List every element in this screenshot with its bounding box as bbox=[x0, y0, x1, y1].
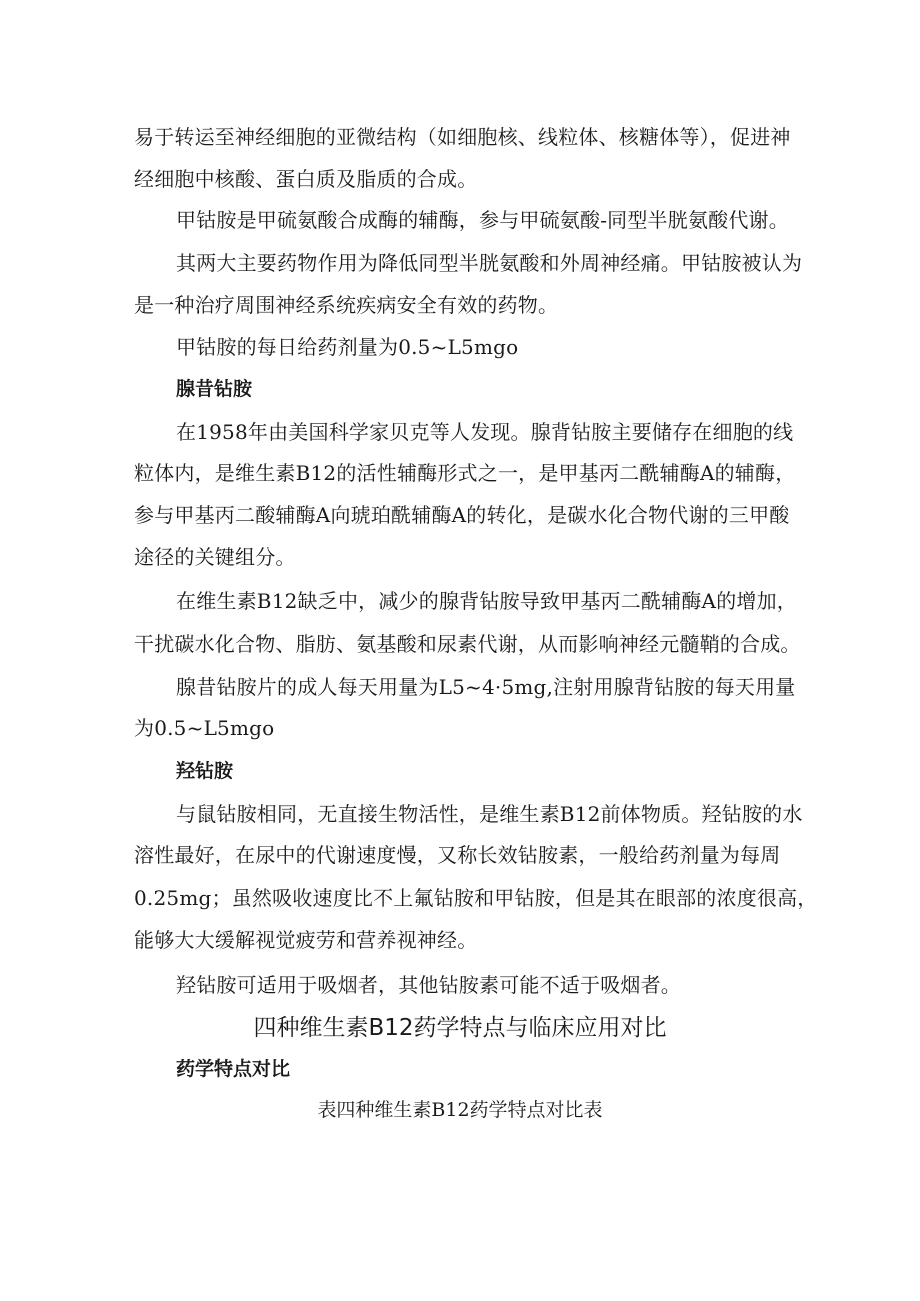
paragraph-7-line-2: 为0.5~L5mgo bbox=[134, 716, 275, 740]
section-title: 四种维生素B12药学特点与临床应用对比 bbox=[253, 1015, 667, 1041]
paragraph-6-line-2: 干扰碳水化合物、脂肪、氨基酸和尿素代谢，从而影响神经元髓鞘的合成。 bbox=[134, 632, 801, 656]
paragraph-5-line-4: 途径的关键组分。 bbox=[134, 545, 296, 569]
heading-hydroxocobalamin: 羟钻胺 bbox=[176, 760, 234, 782]
paragraph-3-line-1: 其两大主要药物作用为降低同型半胱氨酸和外周神经痛。甲钴胺被认为 bbox=[176, 251, 803, 275]
paragraph-5-line-1: 在1958年由美国科学家贝克等人发现。腺背钻胺主要储存在细胞的线 bbox=[176, 420, 794, 444]
paragraph-7-line-1: 腺昔钻胺片的成人每天用量为L5~4·5mg,注射用腺背钻胺的每天用量 bbox=[176, 675, 796, 699]
paragraph-9: 羟钻胺可适用于吸烟者，其他钻胺素可能不适于吸烟者。 bbox=[176, 973, 681, 997]
table-caption: 表四种维生素B12药学特点对比表 bbox=[317, 1099, 603, 1121]
paragraph-2: 甲钴胺是甲硫氨酸合成酶的辅酶，参与甲硫氨酸-同型半胱氨酸代谢。 bbox=[176, 208, 789, 232]
paragraph-8-line-2: 溶性最好，在尿中的代谢速度慢，又称长效钻胺素，一般给药剂量为每周 bbox=[134, 843, 781, 867]
paragraph-8-line-1: 与鼠钻胺相同，无直接生物活性，是维生素B12前体物质。羟钻胺的水 bbox=[176, 802, 803, 826]
paragraph-5-line-2: 粒体内，是维生素B12的活性辅酶形式之一，是甲基丙二酰辅酶A的辅酶， bbox=[134, 461, 796, 485]
paragraph-6-line-1: 在维生素B12缺乏中，减少的腺背钻胺导致甲基丙二酰辅酶A的增加， bbox=[176, 589, 797, 613]
subheading-pharmacology-comparison: 药学特点对比 bbox=[176, 1058, 291, 1080]
paragraph-8-line-3: 0.25mg；虽然吸收速度比不上氟钻胺和甲钻胺，但是其在眼部的浓度很高， bbox=[134, 886, 818, 910]
paragraph-4: 甲钴胺的每日给药剂量为0.5~L5mgo bbox=[176, 335, 519, 359]
paragraph-8-line-4: 能够大大缓解视觉疲劳和营养视神经。 bbox=[134, 928, 478, 952]
paragraph-1-line-1: 易于转运至神经细胞的亚微结构（如细胞核、线粒体、核糖体等），促进神 bbox=[134, 125, 791, 149]
paragraph-3-line-2: 是一种治疗周围神经系统疾病安全有效的药物。 bbox=[134, 293, 559, 317]
paragraph-5-line-3: 参与甲基丙二酸辅酶A向琥珀酰辅酶A的转化，是碳水化合物代谢的三甲酸 bbox=[134, 503, 790, 527]
heading-adenosylcobalamin: 腺昔钻胺 bbox=[176, 378, 253, 400]
paragraph-1-line-2: 经细胞中核酸、蛋白质及脂质的合成。 bbox=[134, 167, 478, 191]
